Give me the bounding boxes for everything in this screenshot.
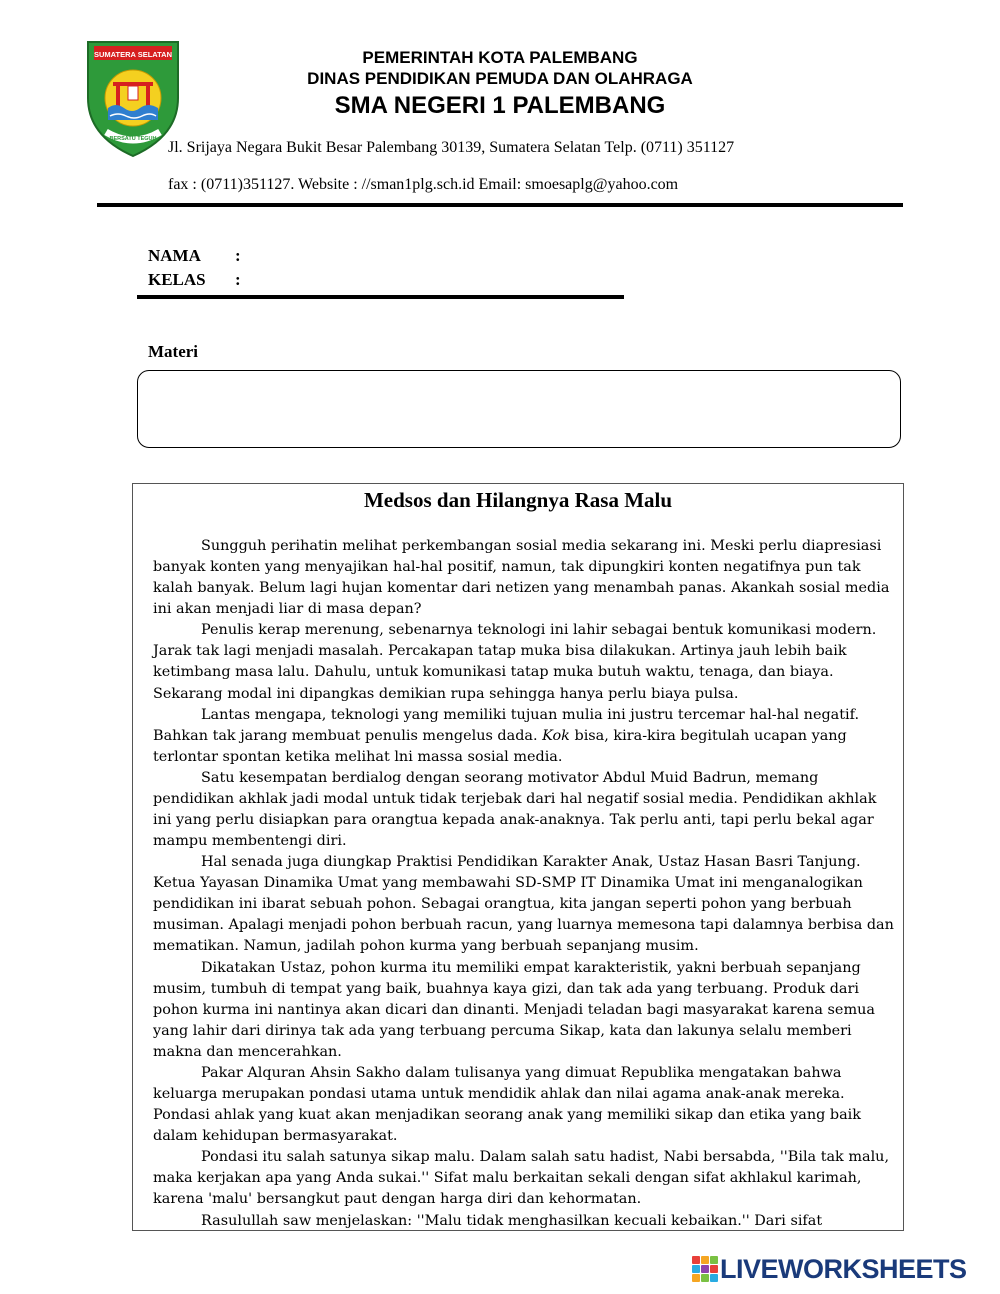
logo-tile [701,1274,709,1282]
article-paragraph: Dikatakan Ustaz, pohon kurma itu memiliki empat karakteristik, yakni berbuah sepanjang musim, tumbuh di tempat yang baik, buahnya kaya gizi, dan tak ada yang terbuang. Produk dari pohon kurma ini nantinya akan dicari dan dinanti. Menjadi teladan bagi masyarakat karena semua yang lahir dari dirinya tak ada yang terbuang percuma Sikap, kata dan lakunya selalu memberi makna dan mencerahkan. [153,959,875,1060]
liveworksheets-brand[interactable] [692,1254,967,1284]
article-paragraph: Hal senada juga diungkap Praktisi Pendidikan Karakter Anak, Ustaz Hasan Basri Tanjung. Ketua Yayasan Dinamika Umat yang membawahi SD-SMP IT Dinamika Umat ini menganalogikan pendidikan ini ibarat sebuah pohon. Sebagai orangtua, kita jangan seperti pohon yang berbuah musiman. Apalagi menjadi pohon berbuah racun, yang luarnya memesona tapi dalamnya berbisa dan mematikan. Namun, jadilah pohon kurma yang berbuah sepanjang musim. [153,854,894,955]
paragraph-text: Lantas mengapa, teknologi yang memiliki tujuan mulia ini justru tercemar hal-hal negatif. Bahkan tak jarang membuat penulis mengelus dada. [153,706,860,744]
article-title: Medsos dan Hilangnya Rasa Malu [363,488,673,512]
department-heading: DINAS PENDIDIKAN PEMUDA DAN OLAHRAGA [307,69,693,88]
article-paragraph: Pakar Alquran Ahsin Sakho dalam tulisanya yang dimuat Republika mengatakan bahwa keluarga merupakan pondasi utama untuk mendidik ahlak dan nilai agama anak-anak mereka. Pondasi ahlak yang kuat akan menjadikan seorang anak yang memiliki sikap dan etika yang baik dalam kehidupan bermasyarakat. [153,1064,861,1145]
name-colon: : [235,246,241,265]
logo-tile [692,1274,700,1282]
logo-tile [710,1274,718,1282]
name-label: NAMA [148,246,201,265]
materi-box [137,370,901,448]
emblem-banner-text: SUMATERA SELATAN [93,50,173,59]
liveworksheets-wordmark: LIVEWORKSHEETS [720,1253,967,1284]
emblem-motto-text: BERSATU TEGUH [109,136,157,142]
class-label: KELAS [148,270,206,289]
article-paragraph: Rasulullah saw menjelaskan: ''Malu tidak menghasilkan kecuali kebaikan.'' Dari sifat [201,1212,823,1229]
paragraph-text: bisa, kira-kira begitulah ucapan yang terlontar spontan ketika melihat lni massa sosial media. [153,727,847,765]
logo-tile [701,1265,709,1273]
article-paragraph: Pondasi itu salah satunya sikap malu. Dalam salah satu hadist, Nabi bersabda, ''Bila tak malu, maka kerjakan apa yang Anda sukai.'' Sifat malu berkaitan sekali dengan sifat akhlakul karimah, karena 'malu' bersangkut paut dengan harga diri dan kehormatan. [153,1149,890,1208]
liveworksheets-logo-icon [692,1256,718,1282]
materi-label: Materi [148,342,199,361]
logo-tile [710,1256,718,1264]
article-paragraph [153,705,896,768]
class-colon: : [235,270,241,289]
school-name: SMA NEGERI 1 PALEMBANG [334,92,666,119]
logo-tile [692,1256,700,1264]
article-frame [132,483,904,1231]
logo-tile [701,1256,709,1264]
letterhead-divider [97,203,903,207]
article-body [153,536,896,1231]
italic-word: Kok [542,727,570,744]
school-contact: fax : (0711)351127. Website : //sman1plg.sch.id Email: smoesaplg@yahoo.com [168,176,679,193]
government-heading: PEMERINTAH KOTA PALEMBANG [362,48,638,67]
article-paragraph: Penulis kerap merenung, sebenarnya teknologi ini lahir sebagai bentuk komunikasi modern. Jarak tak lagi menjadi masalah. Percakapan tatap muka bisa dilakukan. Artinya jauh lebih baik ketimbang masa lalu. Dahulu, untuk komunikasi tatap muka butuh waktu, tenaga, dan biaya. Sekarang modal ini dipangkas demikian rupa sehingga hanya perlu biaya pulsa. [153,622,877,702]
logo-tile [710,1265,718,1273]
student-info-underline [137,295,624,299]
article-paragraph: Satu kesempatan berdialog dengan seorang motivator Abdul Muid Badrun, memang pendidikan akhlak jadi modal untuk tidak terjebak dari hal negatif sosial media. Pendidikan akhlak ini yang perlu disiapkan para orangtua kepada anak-anaknya. Tak perlu anti, tapi perlu bekal agar mampu membentengi diri. [153,769,877,850]
article-paragraph: Sungguh perihatin melihat perkembangan sosial media sekarang ini. Meski perlu diapresiasi banyak konten yang menyajikan hal-hal positif, namun, tak dipungkiri konten negatifnya pun tak kalah banyak. Belum lagi hujan komentar dari netizen yang menambah panas. Akankah sosial media ini akan menjadi liar di masa depan? [153,538,890,618]
school-address: Jl. Srijaya Negara Bukit Besar Palembang 30139, Sumatera Selatan Telp. (0711) 351127 [168,139,735,156]
logo-tile [692,1265,700,1273]
